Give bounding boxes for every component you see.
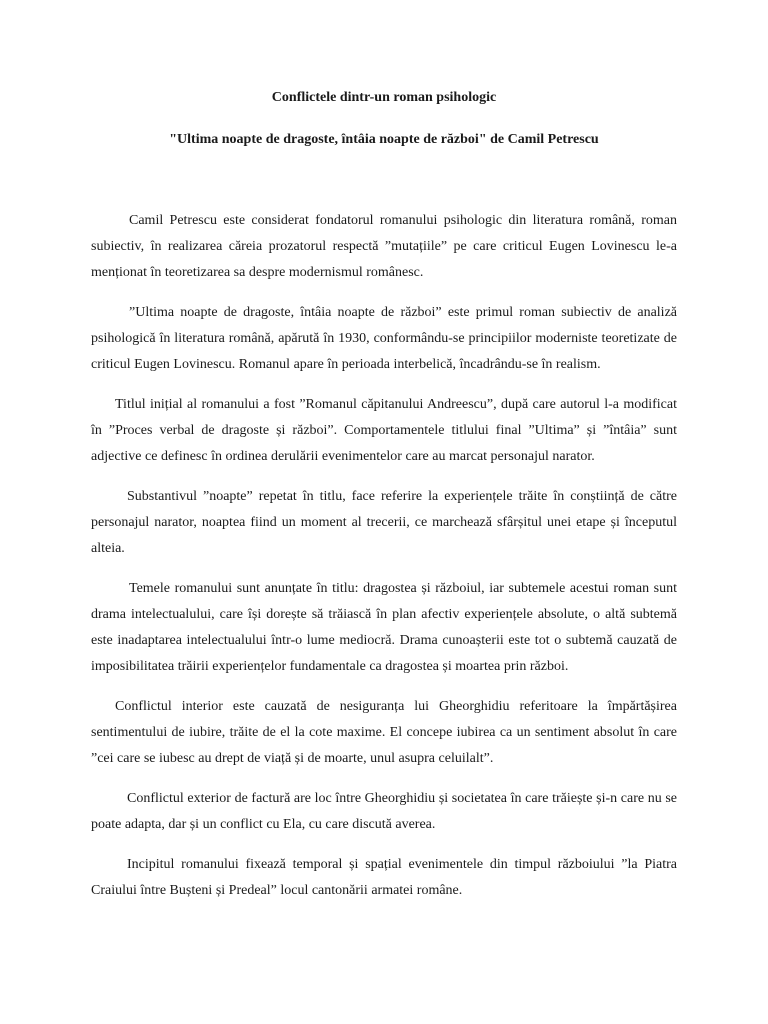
paragraph-novel-description: ”Ultima noapte de dragoste, întâia noapte de război” este primul roman subiectiv de analiză psihologică în literatura română, apărută în 1930, conformându-se principiilor moderniste teoretizate de criticul Eugen Lovinescu. Romanul apare în perioada interbelică, încadrându-se în realism. bbox=[91, 305, 677, 372]
paragraph-incipit: Incipitul romanului fixează temporal și spațial evenimentele din timpul războiului ”la Piatra Craiului între Bușteni și Predeal” locul cantonării armatei române. bbox=[91, 857, 677, 898]
paragraph-interior-conflict: Conflictul interior este cauzată de nesiguranța lui Gheorghidiu referitoare la împărtășirea sentimentului de iubire, trăite de el la cote maxime. El concepe iubirea ca un sentiment absolut în care ”cei care se iubesc au drept de viață și de moarte, unul asupra celuilalt”. bbox=[91, 699, 677, 766]
paragraph-title-origin: Titlul inițial al romanului a fost ”Romanul căpitanului Andreescu”, după care autorul l-a modificat în ”Proces verbal de dragoste și război”. Comportamentele titlului final ”Ultima” și ”întâia” sunt adjective ce definesc în ordinea derulării evenimentelor care au marcat personajul narator. bbox=[91, 397, 677, 464]
paragraph-themes: Temele romanului sunt anunțate în titlu: dragostea și războiul, iar subtemele acestui roman sunt drama intelectualului, care își dorește să trăiască în plan afectiv experiențele absolute, o altă subtemă este inadaptarea intelectualului într-o lume mediocră. Drama cunoașterii este tot o subtemă cauzată de imposibilitatea trăirii experiențelor fundamentale ca dragostea și moartea prin război. bbox=[91, 581, 677, 674]
document-subtitle: "Ultima noapte de dragoste, întâia noapte de război" de Camil Petrescu bbox=[169, 132, 599, 147]
paragraph-noun-night: Substantivul ”noapte” repetat în titlu, face referire la experiențele trăite în conștiință de către personajul narator, noaptea fiind un moment al trecerii, ce marchează sfârșitul unei etape și începutul alteia. bbox=[91, 489, 677, 556]
paragraph-intro: Camil Petrescu este considerat fondatorul romanului psihologic din literatura română, roman subiectiv, în realizarea căreia prozatorul respectă ”mutațiile” pe care criticul Eugen Lovinescu le-a menționat în teoretizarea sa despre modernismul românesc. bbox=[91, 213, 677, 280]
paragraph-exterior-conflict: Conflictul exterior de factură are loc între Gheorghidiu și societatea în care trăiește și-n care nu se poate adapta, dar și un conflict cu Ela, cu care discută averea. bbox=[91, 791, 677, 832]
document-body bbox=[91, 208, 677, 904]
document-title: Conflictele dintr-un roman psihologic bbox=[271, 90, 497, 105]
